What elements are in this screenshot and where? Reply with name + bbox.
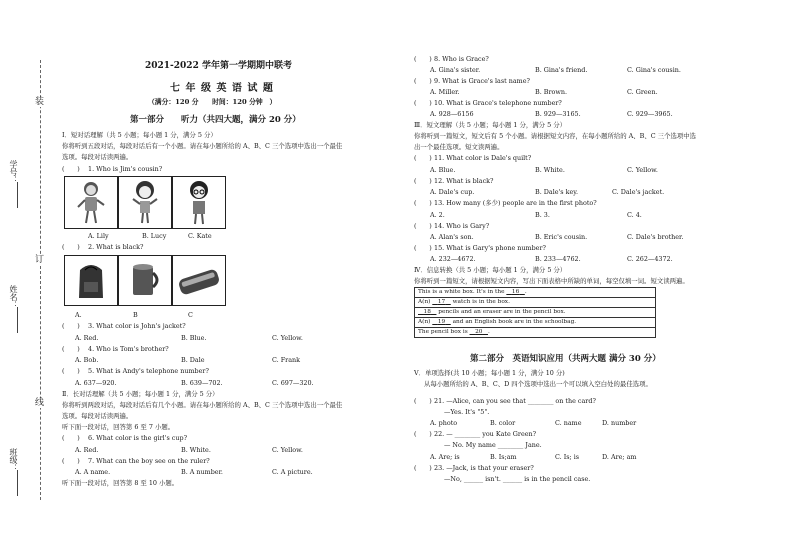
q9-answer-blank[interactable]: ( ) — [414, 77, 432, 85]
student-name-label: 姓名： — [9, 285, 18, 309]
q1-option-a: A. Lily — [88, 232, 109, 240]
q3-option-c: C. Yellow. — [272, 334, 303, 342]
q7-option-a: A. A name. — [75, 468, 111, 476]
q5-option-c: C. 697—320. — [272, 379, 314, 387]
table-row-text: A(n) — [418, 319, 431, 325]
q15-stem: 15. What is Gary's phone number? — [434, 244, 546, 252]
class-label: 班级： — [9, 448, 18, 472]
q23-reply: —No, ______ isn't. ______ is in the pencil case. — [444, 475, 591, 483]
table-row — [415, 288, 656, 298]
q2-picture-b — [118, 255, 172, 306]
answer-blank-17[interactable]: 17 — [437, 299, 446, 305]
q4-option-b: B. Dale — [181, 356, 205, 364]
q1-picture-a — [64, 176, 118, 229]
part2-title: 第二部分 英语知识应用（共两大题 满分 30 分） — [470, 354, 661, 364]
table-row-text: . — [487, 329, 490, 335]
sec5-title: Ⅴ．单项选择(共 10 小题；每小题 1 分，满分 10 分) — [414, 369, 565, 377]
q22-reply: — No. My name ________ Jane. — [444, 441, 542, 449]
q2-option-a: A. — [75, 311, 82, 319]
q21-option-c: C. name — [555, 419, 582, 427]
q2-option-c: C — [188, 311, 193, 319]
answer-blank-18[interactable]: 18 — [423, 309, 431, 315]
q1-option-c: C. Kate — [188, 232, 212, 240]
q14-answer-blank[interactable]: ( ) — [414, 222, 432, 230]
q4-stem: 4. Who is Tom's brother? — [88, 345, 169, 353]
q11-option-a: A. Blue. — [430, 166, 456, 174]
q14-option-c: C. Dale's brother. — [627, 233, 684, 241]
q13-option-a: A. 2. — [430, 211, 445, 219]
q13-answer-blank[interactable]: ( ) — [414, 199, 432, 207]
table-row — [415, 328, 656, 338]
q21-reply: —Yes. It's "5". — [444, 408, 490, 416]
binding-char-ding: 订 — [35, 255, 45, 265]
student-number-line — [17, 182, 18, 208]
q1-option-b: B. Lucy — [142, 232, 167, 240]
exam-title: 2021-2022 学年第一学期期中联考 — [145, 61, 292, 71]
q9-option-a: A. Miller. — [430, 88, 460, 96]
score-time: （满分：120 分 时间：120 分钟 ） — [148, 98, 277, 106]
q1-picture-c — [172, 176, 226, 229]
q21-answer-blank[interactable]: ( ) — [414, 397, 432, 405]
q15-option-a: A. 232—4672. — [430, 255, 476, 263]
q6-option-b: B. White. — [181, 446, 211, 454]
q6-stem: 6. What color is the girl's cup? — [88, 434, 187, 442]
subject-title: 七 年 级 英 语 试 题 — [170, 83, 274, 94]
q10-option-a: A. 928—6156 — [430, 110, 474, 118]
q12-option-a: A. Dale's cup. — [430, 188, 475, 196]
q6-option-a: A. Red. — [75, 446, 99, 454]
q22-answer-blank[interactable]: ( ) — [414, 430, 432, 438]
q9-option-b: B. Brown. — [535, 88, 567, 96]
q22-option-d: D. Are; am — [602, 453, 637, 461]
sec2-title: Ⅱ．长对话理解（共 5 小题；每小题 1 分，满分 5 分） — [62, 390, 219, 398]
table-row-text: The pencil box is — [418, 329, 468, 335]
q4-option-c: C. Frank — [272, 356, 301, 364]
table-row-text: and an English book are in the schoolbag. — [452, 319, 577, 325]
q7-answer-blank[interactable]: ( ) — [62, 457, 80, 465]
sec5-instruction: 从每小题所给的 A、B、C、D 四个选项中选出一个可以填入空白处的最佳选项。 — [424, 380, 652, 388]
table-row-text: watch is in the box. — [452, 299, 510, 305]
part1-title: 第一部分 听力（共四大题，满分 20 分） — [130, 115, 301, 125]
q14-option-b: B. Eric's cousin. — [535, 233, 588, 241]
q1-picture-b — [118, 176, 172, 229]
sec2-instruction-2: 选项。每段对话读两遍。 — [62, 412, 133, 420]
q12-option-c: C. Dale's jacket. — [612, 188, 665, 196]
table-row — [415, 308, 656, 318]
q22-option-a: A. Are; is — [430, 453, 460, 461]
sec3-title: Ⅲ．短文理解（共 5 小题；每小题 1 分，满分 5 分） — [414, 121, 566, 129]
q11-option-b: B. White. — [535, 166, 565, 174]
sec3-instruction-2: 出一个最佳选项。短文读两遍。 — [414, 143, 504, 151]
sec1-title: Ⅰ．短对话理解（共 5 小题；每小题 1 分，满分 5 分） — [62, 131, 217, 139]
sec2b-subinstruction: 听下面一段对话，回答第 8 至 10 小题。 — [62, 479, 179, 487]
q14-stem: 14. Who is Gary? — [434, 222, 490, 230]
class-line — [17, 470, 18, 496]
q22-option-c: C. Is; is — [555, 453, 580, 461]
q5-option-a: A. 637—920. — [75, 379, 117, 387]
q15-option-c: C. 262—4372. — [627, 255, 673, 263]
student-name-line — [17, 307, 18, 333]
sec4-instruction: 你将听到一篇短文，请根据短文内容，写出下面表格中所缺的单词，每空仅填一词。短文读两遍。 — [414, 277, 689, 285]
q3-option-b: B. Blue. — [181, 334, 207, 342]
q4-answer-blank[interactable]: ( ) — [62, 345, 80, 353]
table-row-text: This is a white box. It's in the — [418, 289, 505, 295]
q8-option-c: C. Gina's cousin. — [627, 66, 681, 74]
q11-stem: 11. What color is Dale's quilt? — [434, 154, 532, 162]
sec3-instruction: 你将听到一篇短文，短文后有 5 个小题。请根据短文内容，在每小题所给的 A、B、C 三个选项中选 — [414, 132, 697, 140]
answer-blank-19[interactable]: 19 — [437, 319, 446, 325]
q10-answer-blank[interactable]: ( ) — [414, 99, 432, 107]
q12-answer-blank[interactable]: ( ) — [414, 177, 432, 185]
sec1-instruction-2: 选项。每段对话读两遍。 — [62, 153, 133, 161]
q3-option-a: A. Red. — [75, 334, 99, 342]
q6-answer-blank[interactable]: ( ) — [62, 434, 80, 442]
binding-char-zhuang: 装 — [35, 97, 45, 107]
table-row — [415, 298, 656, 308]
q7-option-b: B. A number. — [181, 468, 223, 476]
q5-option-b: B. 639—702. — [181, 379, 223, 387]
q22-stem: 22. — ________ you Kate Green? — [434, 430, 537, 438]
q11-option-c: C. Yellow. — [627, 166, 658, 174]
q13-option-b: B. 3. — [535, 211, 550, 219]
q2-stem: 2. What is black? — [88, 243, 144, 251]
q23-answer-blank[interactable]: ( ) — [414, 464, 432, 472]
q21-option-b: B. color — [490, 419, 516, 427]
q7-stem: 7. What can the boy see on the ruler? — [88, 457, 210, 465]
q2-option-b: B — [133, 311, 138, 319]
answer-blank-20[interactable]: 20 — [475, 329, 483, 335]
table-row-text: . — [524, 289, 527, 295]
q10-stem: 10. What is Grace's telephone number? — [434, 99, 562, 107]
binding-char-xian: 线 — [35, 398, 45, 408]
q6-option-c: C. Yellow. — [272, 446, 303, 454]
answer-blank-16[interactable]: 16 — [511, 289, 520, 295]
q2-picture-a — [64, 255, 118, 306]
q21-option-a: A. photo — [430, 419, 458, 427]
q4-option-a: A. Bob. — [75, 356, 99, 364]
q13-option-c: C. 4. — [627, 211, 642, 219]
q1-answer-blank[interactable]: ( ) — [62, 165, 80, 173]
q9-option-c: C. Green. — [627, 88, 658, 96]
table-row-text: A(n) — [418, 299, 431, 305]
q22-option-b: B. Is;am — [490, 453, 517, 461]
q1-stem: 1. Who is Jim's cousin? — [88, 165, 163, 173]
q2-answer-blank[interactable]: ( ) — [62, 243, 80, 251]
q3-stem: 3. What color is John's jacket? — [88, 322, 186, 330]
table-row-text: pencils and an eraser are in the pencil box. — [438, 309, 566, 315]
table-row — [415, 318, 656, 328]
q7-option-c: C. A picture. — [272, 468, 313, 476]
sec2-subinstruction: 听下面一段对话，回答第 6 至 7 小题。 — [62, 423, 175, 431]
q13-stem: 13. How many (多少) people are in the first photo? — [434, 199, 597, 207]
q8-stem: 8. Who is Grace? — [434, 55, 489, 63]
sec4-title: Ⅳ．信息转换（共 5 小题；每小题 1 分，满分 5 分） — [414, 266, 567, 274]
q10-option-c: C. 929—3965. — [627, 110, 673, 118]
binding-line — [40, 60, 41, 500]
q14-option-a: A. Alan's son. — [430, 233, 474, 241]
q2-picture-c — [172, 255, 226, 306]
q8-option-a: A. Gina's sister. — [430, 66, 481, 74]
q23-stem: 23. —Jack, is that your eraser? — [434, 464, 534, 472]
q10-option-b: B. 929—3165. — [535, 110, 581, 118]
student-number-label: 学号： — [9, 160, 18, 184]
q12-option-b: B. Dale's key. — [535, 188, 579, 196]
q15-option-b: B. 233—4762. — [535, 255, 581, 263]
info-table — [414, 287, 656, 338]
q11-answer-blank[interactable]: ( ) — [414, 154, 432, 162]
q5-stem: 5. What is Andy's telephone number? — [88, 367, 209, 375]
q15-answer-blank[interactable]: ( ) — [414, 244, 432, 252]
sec1-instruction: 你将听到五段对话，每段对话后有一个小题。请在每小题所给的 A、B、C 三个选项中选出一个最佳 — [62, 142, 343, 150]
q8-answer-blank[interactable]: ( ) — [414, 55, 432, 63]
q3-answer-blank[interactable]: ( ) — [62, 322, 80, 330]
q21-option-d: D. number — [602, 419, 637, 427]
q9-stem: 9. What is Grace's last name? — [434, 77, 530, 85]
q12-stem: 12. What is black? — [434, 177, 494, 185]
sec2-instruction: 你将听到两段对话，每段对话后有几个小题。请在每小题所给的 A、B、C 三个选项中选出一个最佳 — [62, 401, 343, 409]
q8-option-b: B. Gina's friend. — [535, 66, 588, 74]
q5-answer-blank[interactable]: ( ) — [62, 367, 80, 375]
q21-stem: 21. —Alice, can you see that ________ on the card? — [434, 397, 596, 405]
